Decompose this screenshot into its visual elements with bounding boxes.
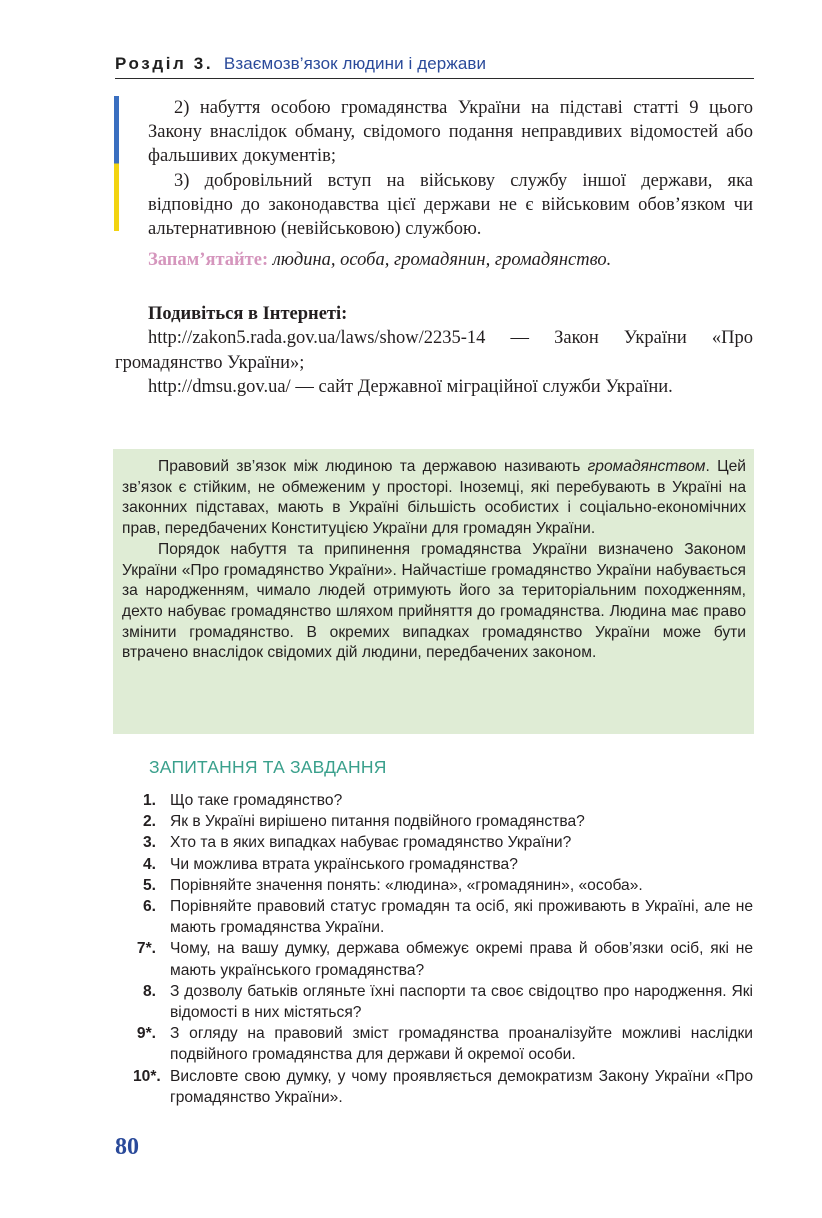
question-number: 4. [142, 855, 156, 873]
internet-link[interactable]: http://zakon5.rada.gov.ua/laws/show/2235-14 — Закон України «Про громадянство України»; [115, 328, 753, 373]
question-text: Порівняйте значення понять: «людина», «громадянин», «особа». [170, 876, 643, 894]
question-number: 3. [142, 834, 156, 852]
question-number: 8. [142, 982, 156, 1000]
list-item [133, 981, 753, 1023]
remember-label: Запам’ятайте: [148, 250, 269, 270]
question-text: Що таке громадянство? [170, 792, 343, 809]
question-number: 2. [142, 813, 156, 831]
question-text: Хто та в яких випадках набуває громадянство України? [170, 834, 572, 852]
law-items [148, 96, 753, 241]
internet-title: Подивіться в Інтернеті: [148, 304, 348, 324]
list-item [133, 811, 753, 832]
list-item [133, 832, 753, 853]
question-text: Порівняйте правовий статус громадян та осіб, які проживають в Україні, але не мають громадянства України. [170, 898, 753, 937]
question-number: 1. [142, 792, 156, 809]
summary-paragraph [122, 457, 746, 540]
internet-link[interactable]: http://dmsu.gov.ua/ — сайт Державної міграційної служби України. [148, 377, 673, 398]
flag-sidebar-bar [114, 96, 119, 231]
list-item [133, 1066, 753, 1108]
page-number: 80 [115, 1134, 139, 1160]
question-number: 5. [142, 876, 156, 894]
questions-list [133, 790, 753, 1108]
summary-paragraph: Порядок набуття та припинення громадянства України визначено Законом України «Про громадянство України». Найчастіше громадянство України набувається за народженням, чимало людей отримують його за територіальним походженням, дехто набуває громадянство шляхом прийняття до громадянства. Людина має право змінити громадянство. В окремих випадках громадянство України може бути втрачено внаслідок свідомих дій людини, передбачених законом. [122, 540, 746, 662]
summary-term: громадянством [587, 458, 706, 475]
list-item [133, 790, 753, 811]
question-text: Чому, на вашу думку, держава обмежує окремі права й обов’язки осіб, які не мають українського громадянства? [170, 940, 753, 979]
question-number: 6. [142, 898, 156, 916]
list-item [133, 1023, 753, 1065]
list-item [133, 875, 753, 896]
question-text: Висловте свою думку, у чому проявляється демократизм Закону України «Про громадянство України». [170, 1067, 753, 1106]
summary-text: Правовий зв’язок між людиною та державою називають [158, 458, 588, 475]
list-item [133, 938, 753, 980]
section-subtitle: Взаємозв’язок людини і держави [223, 54, 487, 73]
law-item: 3) добровільний вступ на військову службу іншої держави, яка відповідно до законодавства цієї держави не є військовим обов’язком чи альтернативною (невійськовою) службою. [148, 170, 753, 240]
list-item [133, 854, 753, 875]
remember-terms: людина, особа, громадянин, громадянство. [272, 250, 612, 270]
running-header [115, 54, 754, 79]
question-text: Чи можлива втрата українського громадянства? [170, 855, 518, 873]
questions-title: ЗАПИТАННЯ ТА ЗАВДАННЯ [149, 757, 387, 777]
section-label: Розділ 3. [115, 54, 214, 73]
question-text: З дозволу батьків огляньте їхні паспорти та своє свідоцтво про народження. Які відомості в них містяться? [170, 982, 753, 1022]
question-number: 10*. [133, 1067, 161, 1085]
summary-box [113, 449, 754, 734]
summary-text: . Цей зв’язок є стійким, не обмеженим у просторі. Іноземці, які перебувають в Україні на законних підставах, мають в Україні більшість особистих і соціально-економічних прав, передбачених Конституцією України для громадян України. [122, 458, 746, 538]
question-number: 7*. [136, 940, 156, 958]
question-text: Як в Україні вирішено питання подвійного громадянства? [170, 813, 585, 831]
list-item [133, 896, 753, 938]
question-number: 9*. [136, 1025, 156, 1043]
question-text: З огляду на правовий зміст громадянства проаналізуйте можливі наслідки подвійного громадянства для держави й окремої особи. [170, 1025, 753, 1064]
internet-section [115, 302, 753, 400]
remember-note [148, 250, 611, 271]
law-item: 2) набуття особою громадянства України на підставі статті 9 цього Закону внаслідок обману, свідомого подання неправдивих відомостей або фальшивих документів; [148, 98, 753, 167]
